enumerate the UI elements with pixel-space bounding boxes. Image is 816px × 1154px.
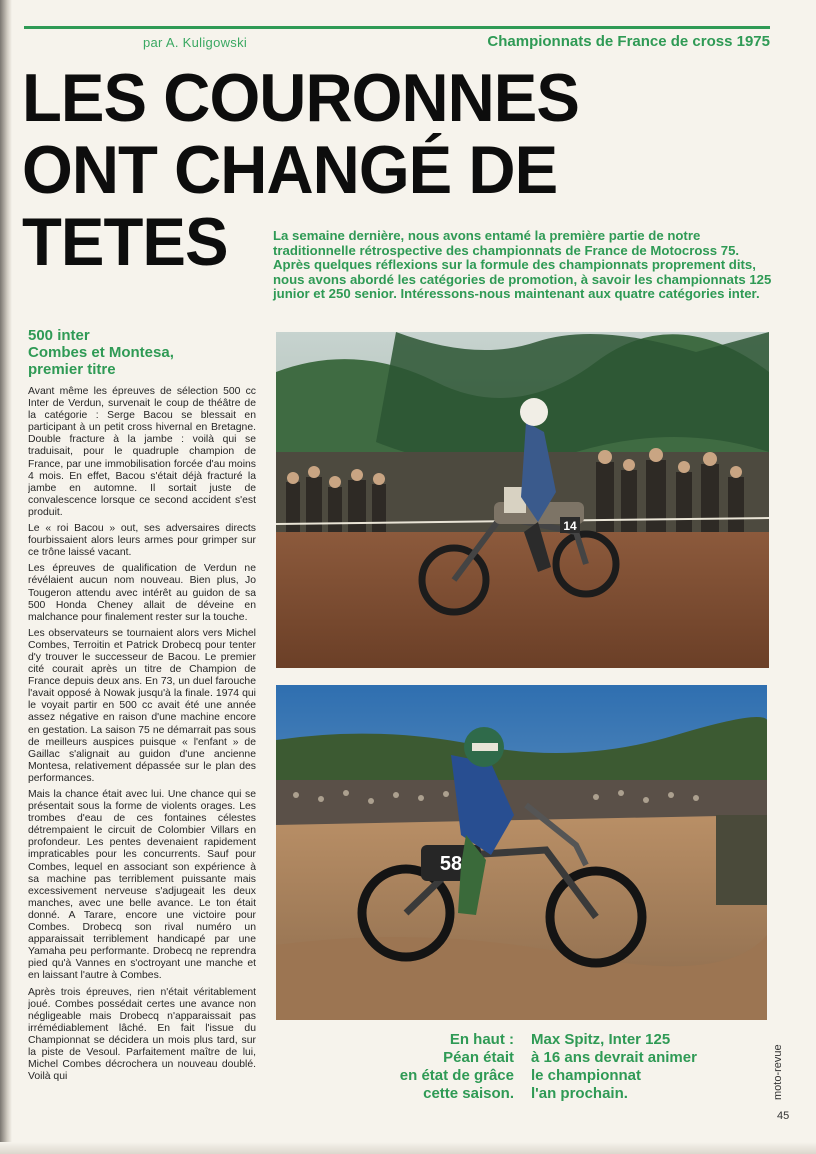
body-paragraph: Les observateurs se tournaient alors vers Michel Combes, Terroitin et Patrick Drobecq pour tenter d'y trouver le successeur de Bacou. Le premier cité courait après un titre de Champion de France depuis deux ans. En 73, un duel farouche l'avait opposé à Nowak jusqu'à la finale. 1974 qui le voyait partir en 500 cc avait été une année assez négative en raison d'une machine encore en gestation. La saison 75 ne démarrait pas sous de meilleurs auspices puisque « l'enfant » de Gaillac s'alignait au guidon d'une ancienne Montesa, relativement dépassée sur le plan des performances. — [28, 627, 256, 784]
photo-bottom-rider — [276, 685, 767, 1020]
photo-top-jump — [276, 332, 769, 668]
page-number: 45 — [777, 1110, 790, 1122]
page-bottom-shade — [0, 1142, 816, 1154]
body-paragraph: Les épreuves de qualification de Verdun ne révélaient aucun nom nouveau. Bien plus, Jo Tougeron attendu avec intérêt au guidon de sa 500 Honda Cheney allait de déveine en malchance pour finalement rester sur la touche. — [28, 563, 256, 623]
subhead-line-3: premier titre — [28, 361, 116, 378]
top-rule — [24, 26, 770, 29]
caption-left-line: cette saison. — [423, 1085, 514, 1102]
subhead — [28, 327, 258, 378]
body-paragraph: Mais la chance était avec lui. Une chance qui se présentait sous la forme de violents orages. Les trombes d'eau de ces fontaines célestes détrempaient le circuit de Colombier Villars en profondeur. Les pentes devenaient rapidement impraticables pour les concurrents. Sauf pour Combes, lequel en associant son expérience à sa machine pas terriblement puissante mais excessivement nerveuse s'adjugeait les deux manches, avec une belle avance. Le ton était donné. A Tarare, encore une victoire pour Combes. Drobecq son rival numéro un apparaissait terriblement handicapé par une Yamaha peu performante. Drobecq ne reprendra pied qu'à Vannes en s'octroyant une manche et en laissant l'autre à Combes. — [28, 789, 256, 982]
bottom-bike-number: 58 — [439, 853, 463, 875]
headline-line-1: LES COURONNES — [22, 60, 579, 136]
body-column — [28, 386, 256, 1144]
body-paragraph: Le « roi Bacou » out, ses adversaires directs fourbissaient alors leurs armes pour grimper sur ce trône laissé vacant. — [28, 523, 256, 559]
caption-right-line: le championnat — [531, 1067, 642, 1084]
subhead-line-1: 500 inter — [28, 327, 90, 344]
photo-top-illustration — [276, 332, 769, 668]
intro-paragraph: La semaine dernière, nous avons entamé la première partie de notre traditionnelle rétrospective des championnats de France de Motocross 75. Après quelques réflexions sur la formule des championnats proprement dits, nous avons abordé les catégories de promotion, à savoir les championnats 125 junior et 250 senior. Intéressons-nous maintenant aux quatre catégories inter. — [273, 228, 772, 302]
caption-right-line: l'an prochain. — [531, 1085, 628, 1102]
magazine-brand: moto-revue — [772, 1044, 784, 1100]
headline-line-2: ONT CHANGÉ DE TETES — [22, 132, 558, 280]
subhead-line-2: Combes et Montesa, — [28, 344, 174, 361]
body-paragraph: Après trois épreuves, rien n'était véritablement joué. Combes possédait certes une avance non négligeable mais Drobecq n'apparaissait pas irrémédiablement lâché. En fait l'issue du Championnat se décidera un mois plus tard, sur la piste de Vesoul. Parfaitement maître de lui, Michel Combes décrochera un nouveau doublé. Voilà qui — [28, 986, 256, 1083]
caption-left — [376, 1031, 514, 1103]
caption-right-line: Max Spitz, Inter 125 — [531, 1031, 671, 1048]
top-bike-number: 14 — [563, 519, 577, 533]
body-paragraph: Avant même les épreuves de sélection 500 cc Inter de Verdun, survenait le coup de théâtre de la catégorie : Serge Bacou se blessait en participant à un petit cross hivernal en Bretagne. Double fracture à la jambe : voilà qui se traduisait, pour le quadruple champion de France, par une immobilisation forcée d'au moins 4 mois. En effet, Bacou s'était déjà fracturé la jambe en automne. Il sortait juste de convalescence lorsque ce second accident s'est produit. — [28, 386, 256, 518]
section-title: Championnats de France de cross 1975 — [487, 33, 770, 50]
caption-left-line: Péan était — [443, 1049, 514, 1066]
caption-right — [531, 1031, 761, 1103]
caption-left-line: en état de grâce — [399, 1067, 514, 1084]
photo-bottom-illustration — [276, 685, 767, 1020]
author-byline: par A. Kuligowski — [143, 35, 248, 50]
caption-right-line: à 16 ans devrait animer — [531, 1049, 697, 1066]
page-edge-shadow — [0, 0, 12, 1154]
caption-left-line: En haut : — [449, 1031, 514, 1048]
